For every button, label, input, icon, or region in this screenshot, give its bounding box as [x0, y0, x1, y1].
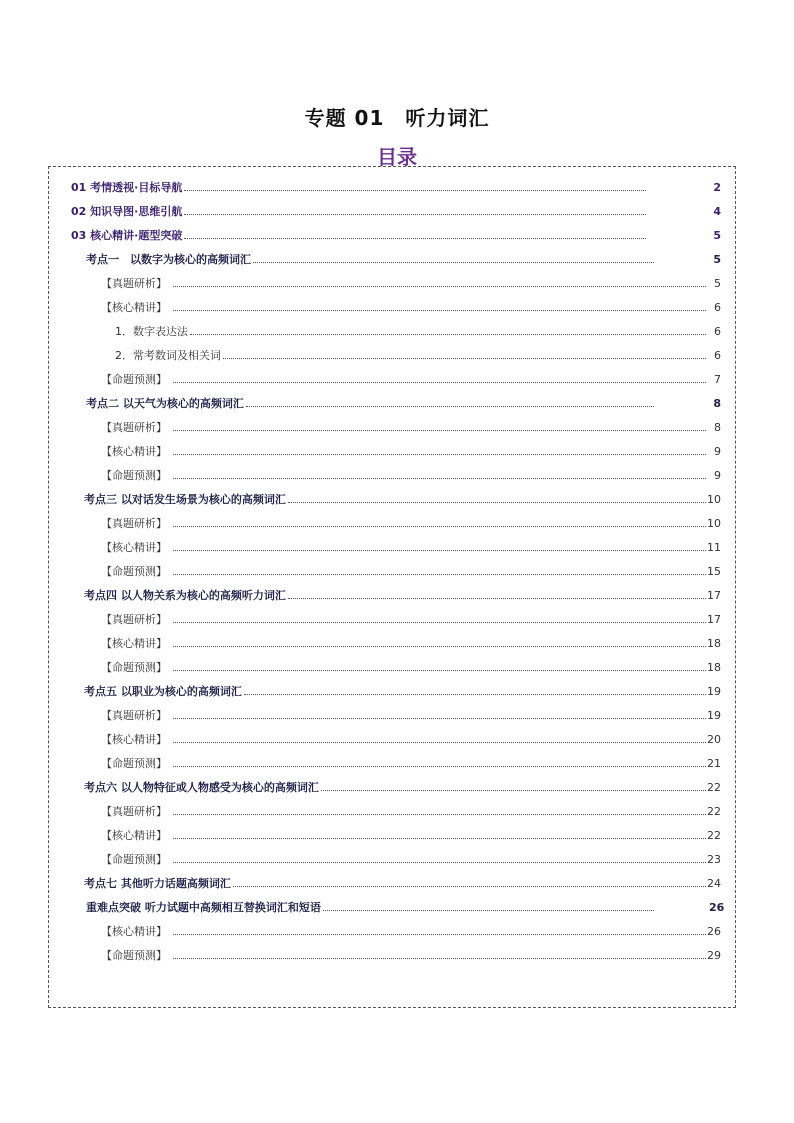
toc-entry-page-number: 6: [714, 324, 721, 338]
toc-leader-dots: [173, 454, 706, 455]
toc-entry-label: 【命题预测】: [101, 469, 167, 482]
toc-entry-page-number: 7: [714, 372, 721, 386]
toc-entry-page-number: 8: [714, 420, 721, 434]
toc-entry[interactable]: [49, 583, 735, 607]
toc-entry[interactable]: [49, 703, 735, 727]
toc-entry-page-number: 23: [707, 852, 721, 866]
toc-entry[interactable]: [49, 823, 735, 847]
toc-entry-page-number: 9: [714, 444, 721, 458]
toc-leader-dots: [173, 718, 706, 719]
toc-entry[interactable]: [49, 847, 735, 871]
toc-entry-page-number: 11: [707, 540, 721, 554]
toc-entry-label: 1．数字表达法: [115, 325, 188, 338]
toc-entry-label: 【真题研析】: [101, 613, 167, 626]
toc-leader-dots: [223, 358, 706, 359]
toc-entry-label: 【核心精讲】: [101, 445, 167, 458]
toc-leader-dots: [173, 862, 706, 863]
toc-entry[interactable]: [49, 511, 735, 535]
toc-entry-label: 03 核心精讲·题型突破: [71, 229, 183, 242]
toc-entry-page-number: 22: [707, 804, 721, 818]
toc-entry-page-number: 9: [714, 468, 721, 482]
toc-entry-page-number: 5: [713, 252, 721, 266]
toc-entry-page-number: 18: [707, 660, 721, 674]
toc-entry-label: 【命题预测】: [101, 949, 167, 962]
toc-entry-label: 考点五 以职业为核心的高频词汇: [84, 685, 242, 698]
toc-leader-dots: [173, 646, 706, 647]
toc-entry-page-number: 17: [707, 612, 721, 626]
toc-entry-page-number: 20: [707, 732, 721, 746]
toc-entry[interactable]: [49, 655, 735, 679]
toc-leader-dots: [190, 334, 706, 335]
toc-entry-page-number: 19: [707, 684, 721, 698]
toc-entry-label: 考点四 以人物关系为核心的高频听力词汇: [84, 589, 286, 602]
toc-entry[interactable]: [49, 175, 735, 199]
toc-leader-dots: [173, 838, 706, 839]
toc-entry[interactable]: [49, 463, 735, 487]
toc-entry[interactable]: [49, 415, 735, 439]
toc-entry-label: 【真题研析】: [101, 709, 167, 722]
toc-box: [48, 166, 736, 1008]
toc-leader-dots: [288, 502, 706, 503]
toc-entry[interactable]: [49, 943, 735, 967]
toc-entry-page-number: 10: [707, 516, 721, 530]
toc-leader-dots: [173, 550, 706, 551]
toc-entry-label: 考点三 以对话发生场景为核心的高频词汇: [84, 493, 286, 506]
toc-leader-dots: [173, 670, 706, 671]
toc-entry-label: 【真题研析】: [101, 421, 167, 434]
toc-entry[interactable]: [49, 391, 735, 415]
toc-entry-label: 【命题预测】: [101, 757, 167, 770]
toc-entry-page-number: 24: [707, 876, 721, 890]
toc-entry[interactable]: [49, 247, 735, 271]
toc-entry-label: 【核心精讲】: [101, 541, 167, 554]
toc-leader-dots: [173, 310, 706, 311]
toc-entry-label: 【核心精讲】: [101, 829, 167, 842]
toc-entry[interactable]: [49, 439, 735, 463]
toc-leader-dots: [184, 214, 646, 215]
toc-entry-label: 【真题研析】: [101, 277, 167, 290]
toc-entry-page-number: 26: [707, 924, 721, 938]
toc-entry-label: 【命题预测】: [101, 373, 167, 386]
toc-entry-label: 【命题预测】: [101, 661, 167, 674]
toc-leader-dots: [246, 406, 654, 407]
toc-entry-label: 【核心精讲】: [101, 637, 167, 650]
toc-leader-dots: [173, 766, 706, 767]
toc-entry-label: 02 知识导图·思维引航: [71, 205, 183, 218]
page-title: 专题 01 听力词汇: [304, 106, 490, 130]
toc-entry[interactable]: [49, 895, 735, 919]
toc-entry-label: 考点二 以天气为核心的高频词汇: [86, 397, 244, 410]
toc-leader-dots: [323, 910, 654, 911]
toc-entry-page-number: 29: [707, 948, 721, 962]
toc-heading: 目录: [377, 145, 417, 169]
toc-entry[interactable]: [49, 559, 735, 583]
toc-entry-label: 考点六 以人物特征或人物感受为核心的高频词汇: [84, 781, 319, 794]
toc-leader-dots: [244, 694, 706, 695]
toc-entry-page-number: 22: [707, 828, 721, 842]
toc-entry-label: 【核心精讲】: [101, 733, 167, 746]
toc-leader-dots: [184, 238, 646, 239]
toc-entry-page-number: 15: [707, 564, 721, 578]
toc-entry[interactable]: [49, 799, 735, 823]
toc-entry-label: 【真题研析】: [101, 805, 167, 818]
toc-entry-label: 【命题预测】: [101, 853, 167, 866]
toc-leader-dots: [173, 814, 706, 815]
toc-entry-label: 01 考情透视·目标导航: [71, 181, 183, 194]
toc-leader-dots: [253, 262, 654, 263]
toc-leader-dots: [173, 958, 706, 959]
toc-entry[interactable]: [49, 223, 735, 247]
toc-leader-dots: [173, 622, 706, 623]
toc-entry-label: 【核心精讲】: [101, 925, 167, 938]
toc-entry-page-number: 22: [707, 780, 721, 794]
toc-leader-dots: [173, 382, 706, 383]
toc-entry-label: 考点一 以数字为核心的高频词汇: [86, 253, 251, 266]
toc-entry-label: 【核心精讲】: [101, 301, 167, 314]
toc-entry[interactable]: [49, 871, 735, 895]
toc-entry[interactable]: [49, 775, 735, 799]
toc-list: [49, 175, 735, 967]
toc-entry[interactable]: [49, 727, 735, 751]
toc-entry[interactable]: [49, 295, 735, 319]
toc-entry[interactable]: [49, 343, 735, 367]
toc-entry-page-number: 18: [707, 636, 721, 650]
toc-entry[interactable]: [49, 631, 735, 655]
toc-leader-dots: [184, 190, 646, 191]
toc-entry[interactable]: [49, 319, 735, 343]
toc-leader-dots: [173, 526, 706, 527]
toc-leader-dots: [233, 886, 706, 887]
toc-leader-dots: [173, 742, 706, 743]
toc-entry-label: 【真题研析】: [101, 517, 167, 530]
toc-entry-label: 2．常考数词及相关词: [115, 349, 221, 362]
toc-entry[interactable]: [49, 367, 735, 391]
toc-leader-dots: [173, 430, 706, 431]
toc-entry-page-number: 8: [713, 396, 721, 410]
toc-entry-page-number: 19: [707, 708, 721, 722]
toc-entry-page-number: 17: [707, 588, 721, 602]
toc-leader-dots: [173, 934, 706, 935]
toc-entry-page-number: 6: [714, 300, 721, 314]
toc-leader-dots: [173, 574, 706, 575]
toc-entry-page-number: 21: [707, 756, 721, 770]
toc-entry[interactable]: [49, 679, 735, 703]
toc-leader-dots: [288, 598, 706, 599]
toc-entry-page-number: 2: [713, 180, 721, 194]
toc-entry-page-number: 26: [709, 900, 725, 914]
toc-entry-label: 考点七 其他听力话题高频词汇: [84, 877, 231, 890]
toc-entry[interactable]: [49, 751, 735, 775]
toc-entry[interactable]: [49, 487, 735, 511]
toc-entry-label: 重难点突破 听力试题中高频相互替换词汇和短语: [86, 901, 321, 914]
toc-entry-page-number: 4: [713, 204, 721, 218]
toc-entry-page-number: 10: [707, 492, 721, 506]
toc-leader-dots: [321, 790, 706, 791]
toc-entry-page-number: 5: [714, 276, 721, 290]
toc-entry[interactable]: [49, 199, 735, 223]
toc-leader-dots: [173, 478, 706, 479]
toc-entry-page-number: 6: [714, 348, 721, 362]
toc-entry[interactable]: [49, 607, 735, 631]
toc-entry[interactable]: [49, 919, 735, 943]
toc-entry[interactable]: [49, 535, 735, 559]
toc-entry[interactable]: [49, 271, 735, 295]
toc-leader-dots: [173, 286, 706, 287]
toc-entry-label: 【命题预测】: [101, 565, 167, 578]
toc-entry-page-number: 5: [713, 228, 721, 242]
